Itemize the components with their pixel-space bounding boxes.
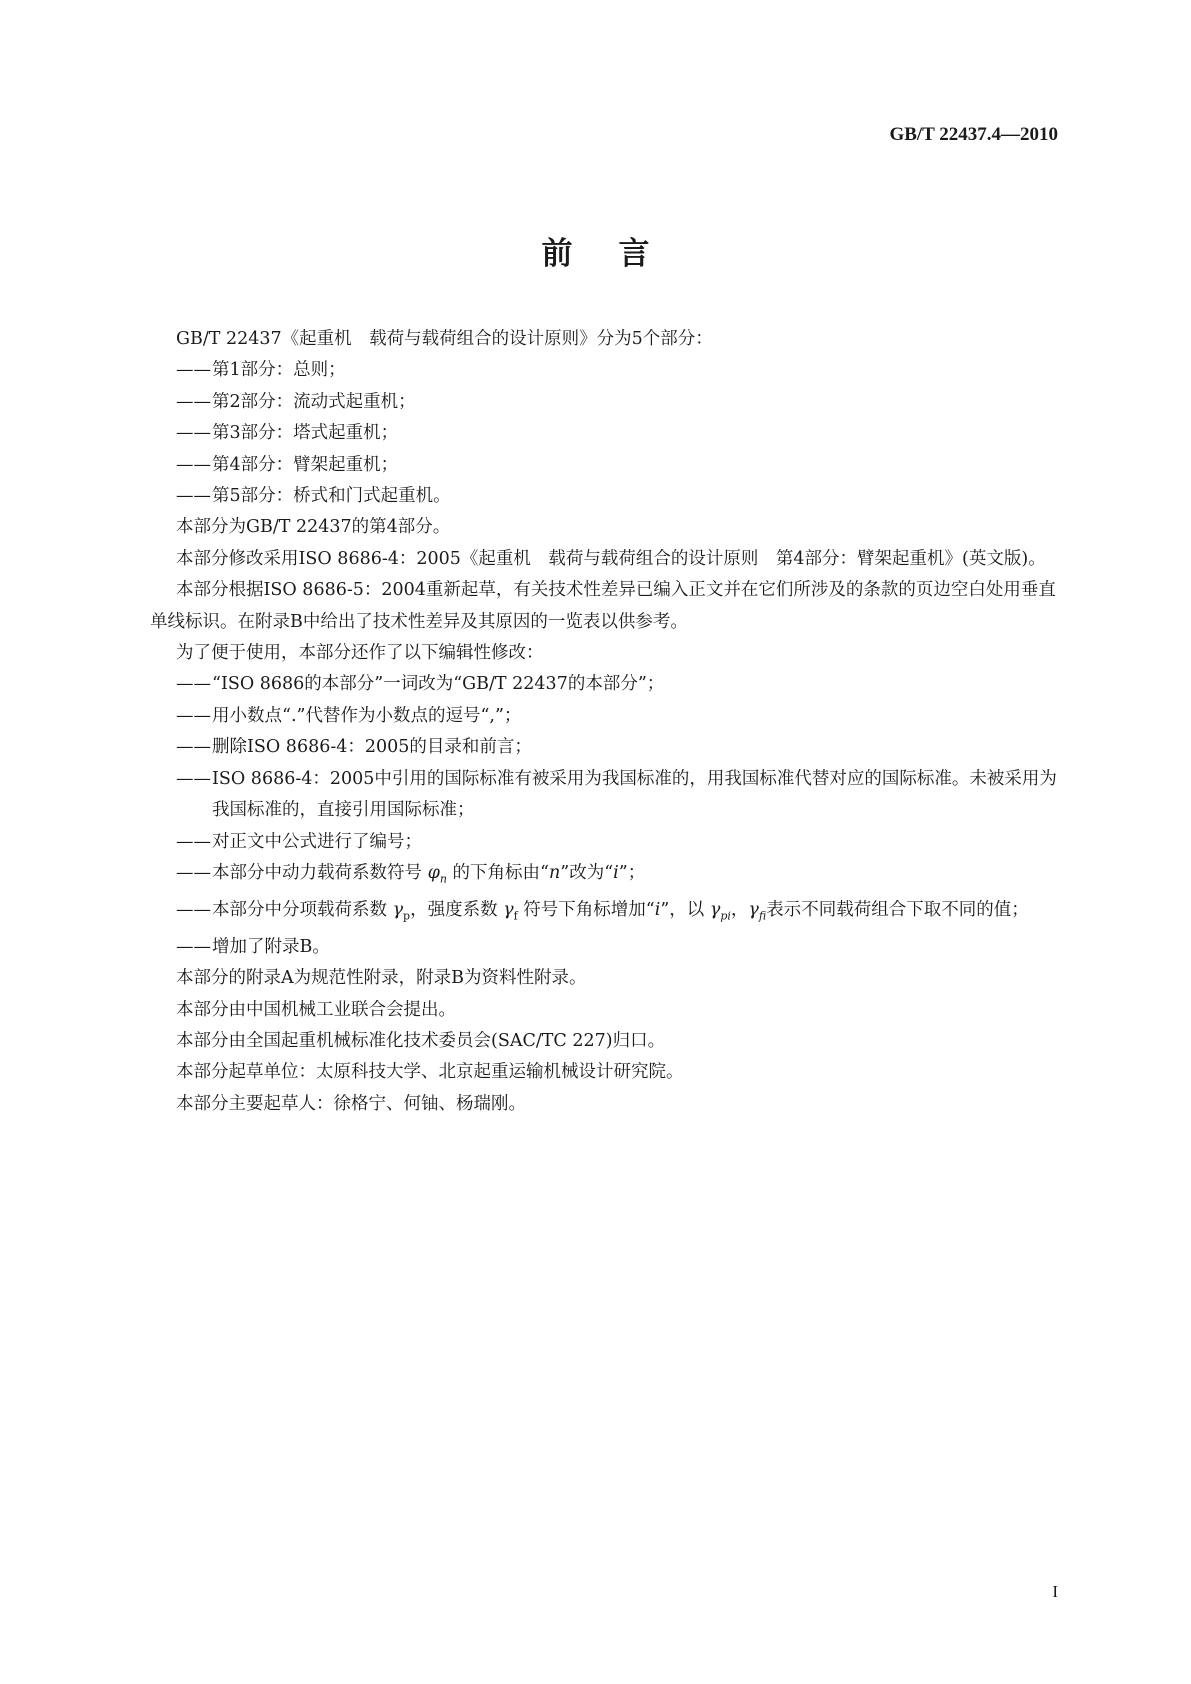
redraft-paragraph: 本部分根据ISO 8686-5：2004重新起草，有关技术性差异已编入正文并在它们所涉及的条款的页边空白处用垂直单线标识。在附录B中给出了技术性差异及其原因的一览表以供参考。 (150, 580, 1056, 632)
list-item: ——第2部分：流动式起重机； (176, 391, 416, 412)
annexes-paragraph: 本部分的附录A为规范性附录，附录B为资料性附录。 (176, 968, 587, 989)
list-item: ——删除ISO 8686-4：2005的目录和前言； (176, 737, 532, 758)
adoption-paragraph: 本部分修改采用ISO 8686-4：2005《起重机 载荷与载荷组合的设计原则 第4部分：臂架起重机》(英文版)。 (176, 548, 1046, 569)
list-item: ——第4部分：臂架起重机； (176, 454, 399, 475)
drafters-paragraph: 本部分主要起草人：徐格宁、何铀、杨瑞刚。 (176, 1093, 526, 1114)
drafting-units-paragraph: 本部分起草单位：太原科技大学、北京起重运输机械设计研究院。 (176, 1062, 684, 1083)
page-number: I (1052, 1582, 1058, 1601)
list-item: ——对正文中公式进行了编号； (176, 831, 422, 852)
intro-paragraph: GB/T 22437《起重机 载荷与载荷组合的设计原则》分为5个部分： (176, 329, 713, 349)
page-title: 前言 (541, 236, 696, 272)
list-item: ——第3部分：塔式起重机； (176, 423, 399, 444)
list-item: ——用小数点“.”代替作为小数点的逗号“,”； (176, 705, 522, 726)
list-item: ——增加了附录B。 (176, 936, 330, 957)
proposed-paragraph: 本部分由中国机械工业联合会提出。 (176, 999, 456, 1020)
list-item: ——ISO 8686-4：2005中引用的国际标准有被采用为我国标准的，用我国标准代替对应的国际标准。未被采用为我国标准的，直接引用国际标准； (176, 768, 1057, 821)
list-item: ——第1部分：总则； (176, 360, 346, 381)
list-item: ——“ISO 8686的本部分”一词改为“GB/T 22437的本部分”； (176, 674, 665, 695)
centralized-paragraph: 本部分由全国起重机械标准化技术委员会(SAC/TC 227)归口。 (176, 1030, 666, 1051)
standard-code: GB/T 22437.4—2010 (889, 124, 1058, 145)
list-item-gamma: ——本部分中分项载荷系数 $\gamma_p$，强度系数 $\gamma_f$ 符号下角标增加“i”，以 $\gamma_{pi}$，$\gamma_{fi}$表示不同载荷组合下取不同的值； (176, 899, 1029, 923)
this-part-paragraph: 本部分为GB/T 22437的第4部分。 (176, 517, 451, 538)
list-item-phi: ——本部分中动力载荷系数符号 $\varphi_n$ 的下角标由“n”改为“i”； (176, 862, 646, 886)
foreword-body (150, 324, 1058, 1120)
editorial-intro-paragraph: 为了便于使用，本部分还作了以下编辑性修改： (176, 643, 544, 664)
list-item: ——第5部分：桥式和门式起重机。 (176, 486, 451, 507)
